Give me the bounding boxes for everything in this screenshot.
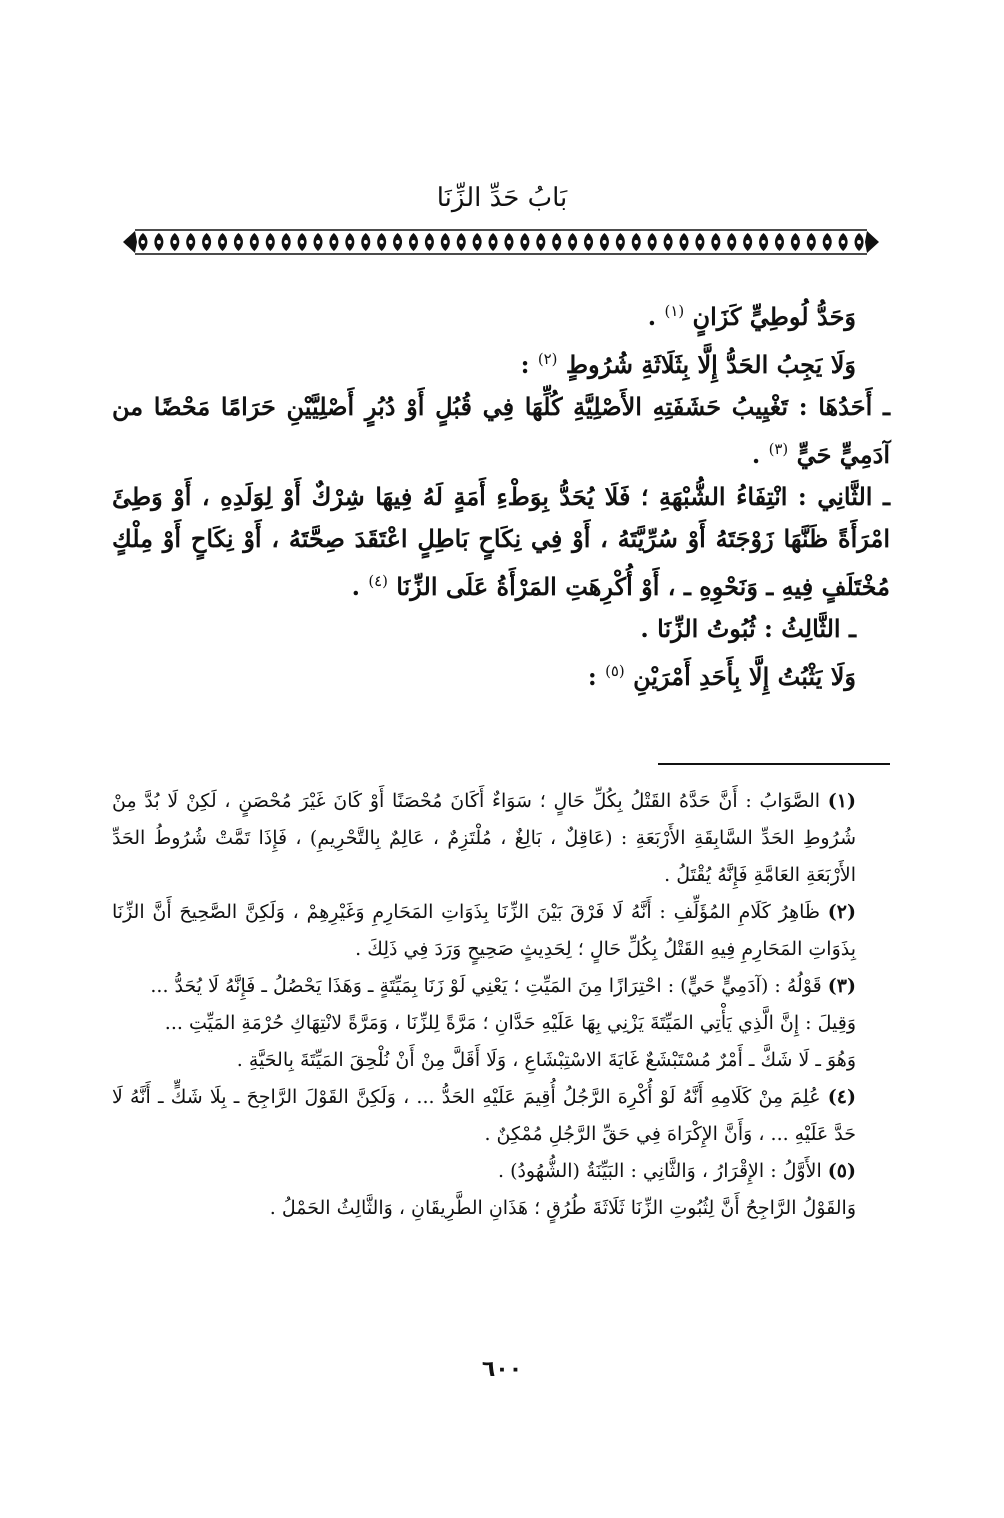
main-text	[112, 290, 890, 698]
main-line-6	[112, 650, 890, 698]
footnote-5	[112, 1153, 890, 1190]
main-line-2	[112, 338, 890, 386]
footnotes	[112, 783, 890, 1227]
footnote-2-number: (٢)	[827, 901, 856, 923]
decorative-border-ornament	[121, 228, 881, 256]
page-number: ٦٠٠	[481, 1357, 523, 1382]
main-line-6-text: وَلَا يَثْبُتُ إِلَّا بِأَحَدِ أَمْرَيْنِ	[633, 662, 856, 691]
footnote-ref-4: (٤)	[368, 572, 388, 590]
main-line-4	[112, 476, 890, 608]
footnote-3	[112, 968, 890, 1005]
footnote-5-extra-1: وَالقَوْلُ الرَّاجِحُ أَنَّ لِثُبُوتِ الزِّنَا ثَلَاثَةَ طُرُقٍ ؛ هَذَانِ الطَّرِيقَانِ ، وَالثَّالِثُ الحَمْلُ .	[269, 1197, 856, 1219]
footnote-1	[112, 783, 890, 894]
footnote-3-text: قَوْلُهُ : (آدَمِيٍّ حَيٍّ) : احْتِرَازًا مِنَ المَيِّتِ ؛ يَعْنِي لَوْ زَنَا بِمَيِّتَةٍ ـ وَهَذَا يَحْصُلُ ـ فَإِنَّهُ لَا يُحَدُّ ...	[150, 975, 822, 997]
footnote-4	[112, 1079, 890, 1153]
footnote-3-number: (٣)	[827, 975, 856, 997]
main-line-4-text: ـ الثَّانِي : انْتِفَاءُ الشُّبْهَةِ ؛ فَلَا يُحَدُّ بِوَطْءِ أَمَةٍ لَهُ فِيهَا شِرْكٌ أَوْ لِوَلَدِهِ ، أَوْ وَطِئَ امْرَأَةً ظَنَّهَا زَوْجَتَهُ أَوْ سُرِّيَّتَهُ ، أَوْ فِي نِكَاحٍ بَاطِلٍ اعْتَقَدَ صِحَّتَهُ ، أَوْ نِكَاحٍ أَوْ مِلْكٍ مُخْتَلَفٍ فِيهِ ـ وَنَحْوِهِ ـ ، أَوْ أُكْرِهَتِ المَرْأَةُ عَلَى الزِّنَا	[112, 482, 890, 601]
main-line-3	[112, 386, 890, 476]
footnote-1-text: الصَّوَابُ : أَنَّ حَدَّهُ القَتْلُ بِكُلِّ حَالٍ ؛ سَوَاءٌ أَكَانَ مُحْصَنًا أَوْ كَانَ غَيْرَ مُحْصَنٍ ، لَكِنْ لَا بُدَّ مِنْ شُرُوطِ الحَدِّ السَّابِقَةِ الأَرْبَعَةِ : (عَاقِلٌ ، بَالِغٌ ، مُلْتَزِمٌ ، عَالِمٌ بِالتَّحْرِيمِ) ، فَإِذَا تَمَّتْ شُرُوطُ الحَدِّ الأَرْبَعَةِ العَامَّةِ فَإِنَّهُ يُقْتَلُ .	[112, 790, 856, 886]
footnote-5-number: (٥)	[827, 1160, 856, 1182]
footnote-ref-1: (١)	[664, 302, 685, 320]
footnote-divider	[658, 763, 890, 765]
footnote-ref-5: (٥)	[605, 662, 625, 680]
footnote-4-text: عُلِمَ مِنْ كَلَامِهِ أَنَّهُ لَوْ أُكْرِهَ الرَّجُلُ أُقِيمَ عَلَيْهِ الحَدُّ ... ، وَلَكِنَّ القَوْلَ الرَّاجِحَ ـ بِلَا شَكٍّ ـ أَنَّهُ لَا حَدَّ عَلَيْهِ ... ، وَأَنَّ الإِكْرَاهَ فِي حَقِّ الرَّجُلِ مُمْكِنٌ .	[112, 1086, 856, 1145]
footnote-2-text: ظَاهِرُ كَلَامِ المُؤَلِّفِ : أَنَّهُ لَا فَرْقَ بَيْنَ الزِّنَا بِذَوَاتِ المَحَارِمِ وَغَيْرِهِمْ ، وَلَكِنَّ الصَّحِيحَ أَنَّ الزِّنَا بِذَوَاتِ المَحَارِمِ فِيهِ القَتْلُ بِكُلِّ حَالٍ ؛ لِحَدِيثٍ صَحِيحٍ وَرَدَ فِي ذَلِكَ .	[112, 901, 856, 960]
footnote-3-extra-1: وَقِيلَ : إِنَّ الَّذِي يَأْتِي المَيِّتَةَ يَزْنِي بِهَا عَلَيْهِ حَدَّانِ ؛ مَرَّةً لِلزِّنَا ، وَمَرَّةً لانْتِهَاكِ حُرْمَةِ المَيِّتِ ...	[164, 1012, 856, 1034]
main-line-5	[112, 608, 890, 650]
main-line-3-after: .	[751, 440, 769, 469]
main-line-1-text: وَحَدُّ لُوطِيٍّ كَزَانٍ	[692, 302, 856, 331]
main-line-2-after: :	[520, 350, 538, 379]
footnote-4-number: (٤)	[827, 1086, 856, 1108]
main-line-1	[112, 290, 890, 338]
footnote-1-number: (١)	[827, 790, 857, 812]
main-line-5-text: ـ الثَّالِثُ : ثُبُوتُ الزِّنَا .	[640, 614, 856, 643]
footnote-ref-2: (٢)	[537, 350, 558, 368]
main-line-4-after: .	[351, 572, 369, 601]
page-header-title: بَابُ حَدِّ الزِّنَا	[436, 183, 568, 213]
footnote-3-extra-2: وَهُوَ ـ لَا شَكَّ ـ أَمْرٌ مُسْتَبْشَعٌ غَايَةَ الاسْتِبْشَاعِ ، وَلَا أَقَلَّ مِنْ أَنْ نُلْحِقَ المَيِّتَةَ بِالحَيَّةِ .	[236, 1049, 856, 1071]
main-line-3-text: ـ أَحَدُهَا : تَغْيِيبُ حَشَفَتِهِ الأَصْلِيَّةِ كُلِّهَا فِي قُبُلٍ أَوْ دُبُرٍ أَصْلِيَّيْنِ حَرَامًا مَحْضًا من آدَمِيٍّ حَيٍّ	[112, 392, 890, 469]
footnote-5-text: الأَوَّلُ : الإِقْرَارُ ، وَالثَّانِي : البَيِّنَةُ (الشُّهُودُ) .	[497, 1160, 822, 1182]
main-line-2-text: وَلَا يَجِبُ الحَدُّ إِلَّا بِثَلَاثَةِ شُرُوطٍ	[565, 350, 856, 379]
footnote-2	[112, 894, 890, 968]
main-line-6-after: :	[587, 662, 606, 691]
main-line-1-after: .	[647, 302, 665, 331]
footnote-ref-3: (٣)	[768, 440, 789, 458]
